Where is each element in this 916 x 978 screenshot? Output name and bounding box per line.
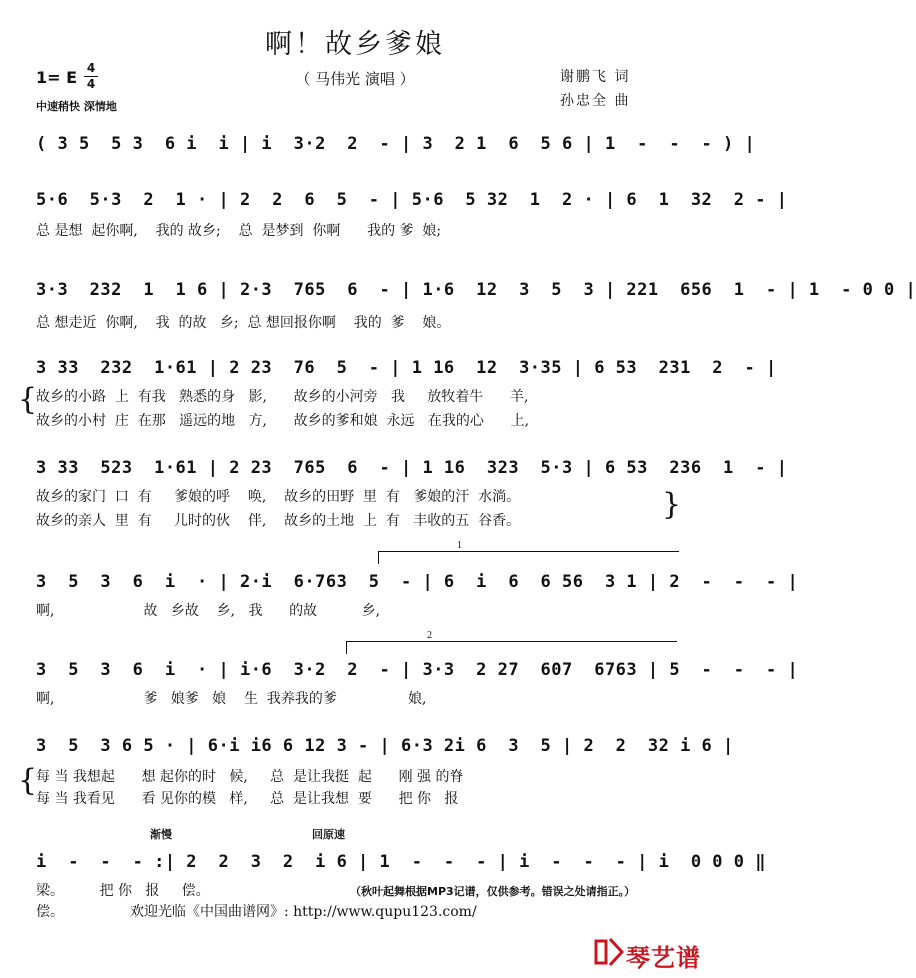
notation-line-5: 3 33 523 1·61 | 2 23 765 6 - | 1 16 323 5·3 | 6 53 236 1 - | [36,458,788,478]
ritardando-mark: 渐慢 [150,828,172,841]
volta-first-label: 1 [457,540,462,551]
notation-line-8: 3 5 3 6 5 · | 6·i i6 6 12 3 - | 6·3 2i 6 3 5 | 2 2 32 i 6 | [36,736,734,756]
time-signature [84,62,98,91]
volta-second-ending [346,630,677,654]
notation-line-4: 3 33 232 1·61 | 2 23 76 5 - | 1 16 12 3·35 | 6 53 231 2 - | [36,358,777,378]
verse-brace: { [18,382,38,417]
song-title: 啊！故乡爹娘 [265,29,445,60]
lyric-line-7: 啊, 爹 娘爹 娘 生 我养我的爹 娘, [36,691,427,707]
lyric-line-9-verse-2: 偿。 [36,904,64,920]
lyric-line-5-verse-2: 故乡的亲人 里 有 儿时的伙 伴, 故乡的土地 上 有 丰收的五 谷香。 [36,513,521,529]
notation-line-9: i - - - :| 2 2 3 2 i 6 | 1 - - - | i - - - | i 0 0 0 ‖ [36,852,766,872]
volta-first-ending [378,540,679,564]
lyric-line-4-verse-1: 故乡的小路 上 有我 熟悉的身 影, 故乡的小河旁 我 放牧着牛 羊, [36,389,529,405]
time-signature-top: 4 [86,61,96,75]
lyric-line-8-verse-1: 每 当 我想起 想 起你的时 候, 总 是让我挺 起 刚 强 的脊 [36,769,464,785]
time-signature-bottom: 4 [86,77,96,91]
lyric-line-2: 总 是想 起你啊, 我的 故乡; 总 是梦到 你啊 我的 爹 娘; [36,223,442,239]
a-tempo-mark: 回原速 [312,828,345,841]
lyric-line-3: 总 想走近 你啊, 我 的故 乡; 总 想回报你啊 我的 爹 娘。 [36,315,451,331]
lyric-line-4-verse-2: 故乡的小村 庄 在那 遥远的地 方, 故乡的爹和娘 永远 在我的心 上, [36,413,530,429]
notation-line-2: 5·6 5·3 2 1 · | 2 2 6 5 - | 5·6 5 32 1 2 · | 6 1 32 2 - | [36,190,788,210]
lyric-line-6: 啊, 故 乡故 乡, 我 的故 乡, [36,603,381,619]
verse-brace-right: } [662,487,682,522]
volta-second-label: 2 [427,630,432,641]
tempo-marking: 中速稍快 深情地 [36,100,117,113]
site-footer: 欢迎光临《中国曲谱网》: http://www.qupu123.com/ [130,904,477,920]
lyric-line-5-verse-1: 故乡的家门 口 有 爹娘的呼 唤, 故乡的田野 里 有 爹娘的汗 水淌。 [36,489,521,505]
verse-brace-2: { [18,763,38,798]
singer-credit: （ 马伟光 演唱 ） [295,70,415,88]
notation-line-3: 3·3 232 1 1 6 | 2·3 765 6 - | 1·6 12 3 5 3 | 221 656 1 - | 1 - 0 0 | [36,280,916,300]
key-signature: 1= E [36,68,78,87]
notation-line-1: ( 3 5 5 3 6 i i | i 3·2 2 - | 3 2 1 6 5 6 | 1 - - - ) | [36,134,756,154]
transcription-note: （秋叶起舞根据MP3记谱，仅供参考。错误之处请指正。） [350,885,636,898]
lyric-line-9-verse-1: 梁。 把 你 报 偿。 [36,883,210,899]
brand-logo-text: 琴艺谱 [626,944,701,972]
lyricist-credit: 谢鹏飞 词 [560,69,631,85]
notation-line-7: 3 5 3 6 i · | i·6 3·2 2 - | 3·3 2 27 607 6763 | 5 - - - | [36,660,799,680]
lyric-line-8-verse-2: 每 当 我看见 看 见你的模 样, 总 是让我想 要 把 你 报 [36,791,459,807]
composer-credit: 孙忠全 曲 [560,93,631,109]
notation-line-6: 3 5 3 6 i · | 2·i 6·763 5 - | 6 i 6 6 56 3 1 | 2 - - - | [36,572,799,592]
